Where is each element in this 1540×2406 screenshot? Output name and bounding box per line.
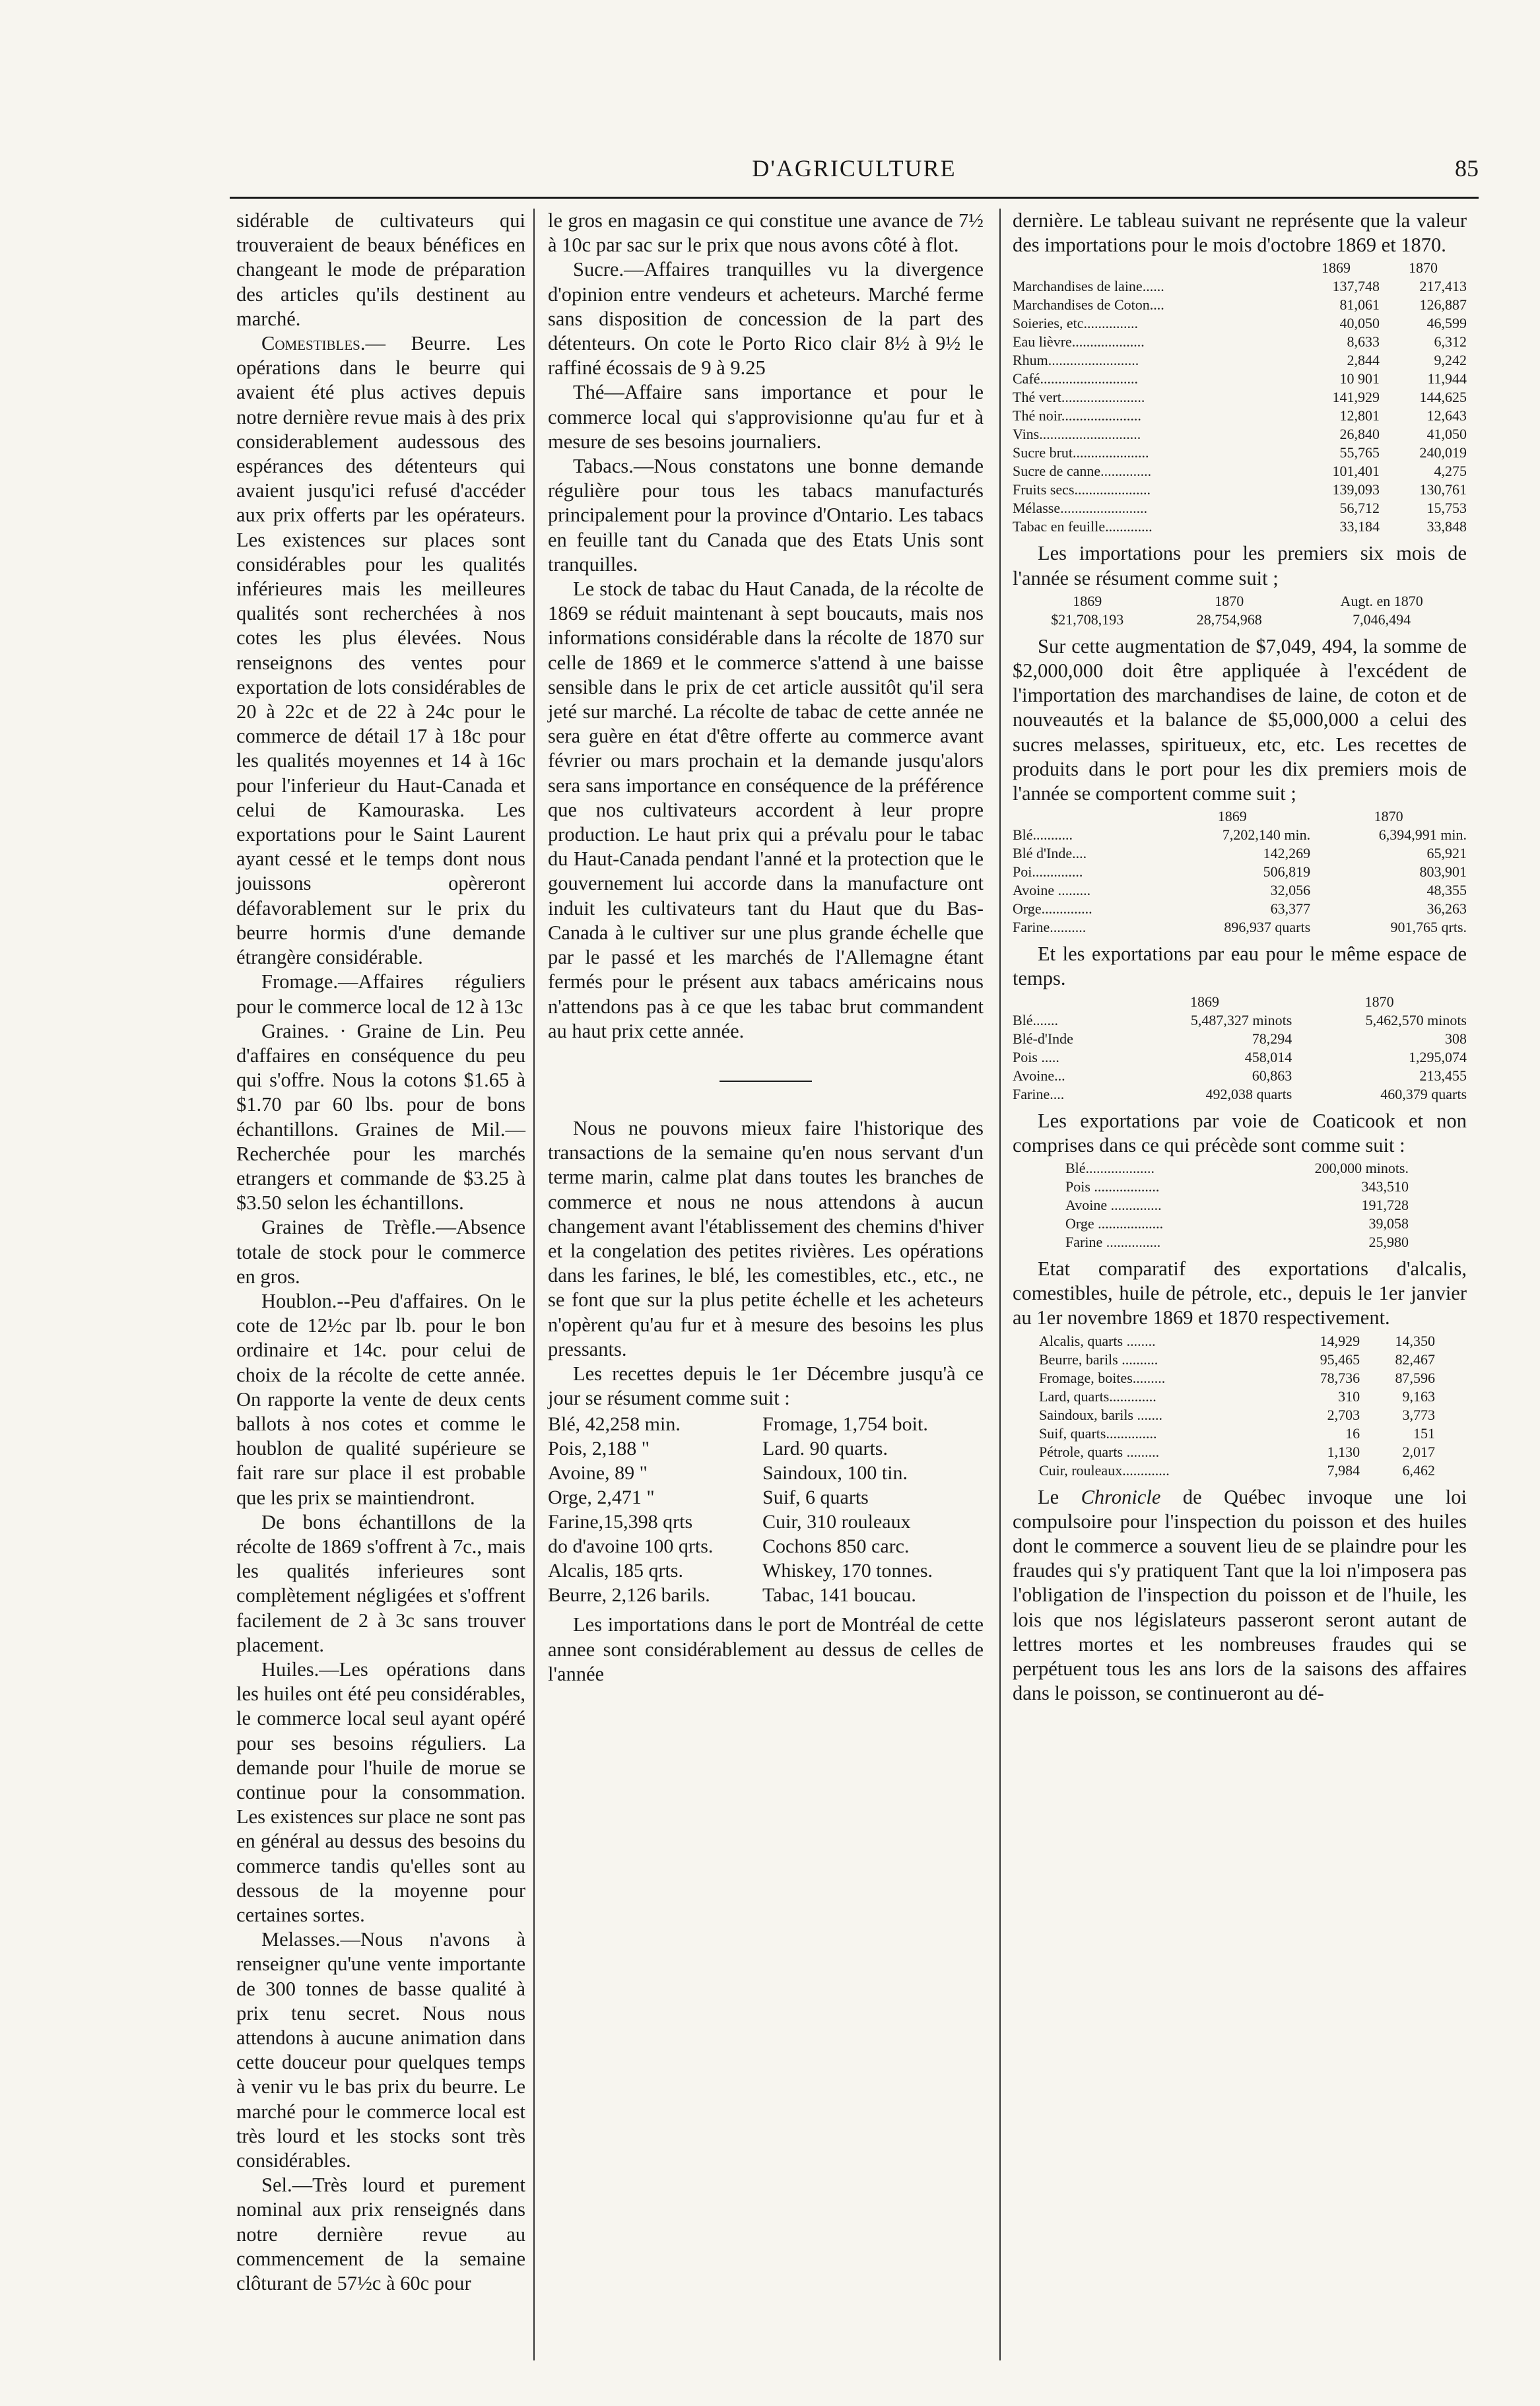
value-1870: 213,455 <box>1419 1067 1467 1084</box>
value-1869: 101,401 <box>1332 463 1380 480</box>
table-row <box>548 1485 984 1510</box>
table-row <box>1039 1443 1435 1461</box>
receipt-left: Pois, 2,188 " <box>548 1438 650 1460</box>
paragraph: Et les exportations par eau pour le même espace de temps. <box>1013 943 1467 990</box>
value-1869: 492,038 quarts <box>1205 1085 1292 1102</box>
section-head: Comestibles. <box>261 332 366 355</box>
value-1870: 15,753 <box>1426 500 1467 517</box>
paragraph: dernière. Le tableau suivant ne représente que la valeur des importations pour le mois d'octobre 1869 et 1870. <box>1013 209 1467 257</box>
value-1870: 11,944 <box>1427 370 1467 387</box>
row-label: Marchandises de laine...... <box>1013 278 1164 295</box>
coaticook-list <box>1065 1159 1409 1252</box>
col-head: 1870 <box>1364 993 1394 1010</box>
value-1869: 8,633 <box>1347 333 1380 351</box>
table-row <box>548 1461 984 1485</box>
value-1869: 33,184 <box>1339 518 1380 535</box>
value-1870: 33,848 <box>1426 518 1467 535</box>
value-1870: 41,050 <box>1426 426 1467 443</box>
value-1869: 40,050 <box>1339 315 1380 332</box>
column-3 <box>1013 209 1467 1706</box>
table-row <box>548 1510 984 1534</box>
value-1870: 144,625 <box>1419 389 1467 406</box>
value-1869: 26,840 <box>1339 426 1380 443</box>
value-1869: 32,056 <box>1270 882 1311 899</box>
paragraph: Houblon.--Peu d'affaires. On le cote de 12½c par lb. pour le bon ordinaire et 14c. pour celui de choix de la récolte de cette année. On rapporte la vente de deux cents ballots à nos cotes et comme le houblon de qualité supérieure se fait rare sur place il est probable que les prix se maintiendront. <box>236 1289 525 1509</box>
table-row <box>1013 518 1467 536</box>
row-label: Blé-d'Inde <box>1013 1030 1073 1047</box>
value-1870: 65,921 <box>1426 845 1467 862</box>
value-1870: 130,761 <box>1419 481 1467 498</box>
table-row <box>1039 1351 1435 1369</box>
value-1869: 2,703 <box>1327 1406 1360 1423</box>
paragraph: Sel.—Très lourd et purement nominal aux prix renseignés dans notre dernière revue au commencement de la semaine clôturant de 57½c à 60c pour <box>236 2174 525 2295</box>
cell: 7,046,494 <box>1353 611 1411 628</box>
row-label: Saindoux, barils ....... <box>1039 1406 1162 1423</box>
receipt-right: Lard. 90 quarts. <box>762 1438 888 1460</box>
row-label: Sucre de canne.............. <box>1013 463 1152 480</box>
value-1869: 2,844 <box>1347 352 1380 369</box>
value-1870: 48,355 <box>1426 882 1467 899</box>
section-divider <box>720 1081 812 1082</box>
paragraph: Les importations dans le port de Montréal de cette annee sont considérablement au dessus de celles de l'année <box>548 1613 984 1685</box>
table-row <box>1013 918 1467 937</box>
value-1869: 14,929 <box>1320 1332 1360 1349</box>
row-label: Pois .................. <box>1065 1178 1160 1195</box>
paragraph: Le stock de tabac du Haut Canada, de la récolte de 1869 se réduit maintenant à sept boucauts, mais nos informations considérable dans la récolte de 1870 sur celle de 1869 et le commerce s'attend à une baisse sensible dans le prix de cet article aussitôt qu'il sera jeté sur marché. La récolte de tabac de cette année ne sera guère en état d'être offerte au commerce avant février ou mars prochain et la demande jusqu'alors sera sans importance en conséquence de la préférence que nos cultivateurs accordent à leur propre production. Le haut prix qui a prévalu pour le tabac du Haut-Canada pendant l'anné et la protection que le gouvernement lui accorde dans la manufacture ont induit les cultivateurs tant du Haut que du Bas-Canada à le cultiver sur une plus grande échelle que par le passé et les marchés de l'Allemagne étant fermés pour le présent aux tabacs américains nous n'attendons pas à ce que les tabac brut commandent au haut prix cette année. <box>548 578 984 1042</box>
value-1870: 9,242 <box>1434 352 1467 369</box>
row-label: Farine.... <box>1013 1085 1065 1102</box>
receipt-left: do d'avoine 100 qrts. <box>548 1535 714 1558</box>
table-row <box>1013 1048 1467 1067</box>
paragraph: Nous ne pouvons mieux faire l'historique des transactions de la semaine qu'en nous servant d'un terme marin, calme plat dans toutes les branches de commerce et nous ne nous attendons à aucun changement avant l'établissement des chemins d'hiver et la congelation des petites rivières. Les opérations dans les farines, le blé, les comestibles, etc., etc., ne se font que sur la plus petite échelle et les acheteurs n'opèrent qu'au fur et à mesure des besoins les plus pressants. <box>548 1116 984 1360</box>
row-label: Thé noir...................... <box>1013 407 1141 424</box>
col-head: 1870 <box>1374 808 1403 825</box>
row-label: Orge .................. <box>1065 1215 1164 1232</box>
six-month-table <box>1013 592 1467 629</box>
table-row <box>1013 1085 1467 1104</box>
value-1870: 901,765 qrts. <box>1390 919 1467 936</box>
row-label: Avoine... <box>1013 1067 1065 1084</box>
table-row <box>1013 425 1467 444</box>
table-row <box>1013 881 1467 900</box>
value-1869: 5,487,327 minots <box>1190 1011 1292 1028</box>
receipt-right: Fromage, 1,754 boit. <box>762 1413 928 1436</box>
value-1870: 2,017 <box>1402 1443 1435 1460</box>
receipts-table <box>548 1412 984 1607</box>
column-1 <box>236 209 525 2296</box>
row-label: Blé....... <box>1013 1011 1059 1028</box>
table-row <box>1039 1387 1435 1406</box>
table-row <box>548 1534 984 1558</box>
row-label: Avoine .............. <box>1065 1197 1162 1214</box>
value-1869: 78,294 <box>1252 1030 1292 1047</box>
cell: $21,708,193 <box>1051 611 1124 628</box>
row-label: Avoine ......... <box>1013 882 1091 899</box>
table-row <box>1013 444 1467 462</box>
value-1869: 95,465 <box>1320 1351 1360 1368</box>
imports-table <box>1013 259 1467 536</box>
column-divider-1 <box>533 209 535 2360</box>
table-row <box>548 1583 984 1607</box>
value-1870: 36,263 <box>1426 900 1467 918</box>
value-1870: 308 <box>1445 1030 1467 1047</box>
table-row <box>1039 1369 1435 1387</box>
table-row <box>1013 844 1467 863</box>
paragraph: Les exportations par voie de Coaticook et non comprises dans ce qui précède sont comme suit : <box>1013 1109 1467 1156</box>
row-label: Poi.............. <box>1013 863 1083 881</box>
page-header <box>230 150 1479 190</box>
col-head: 1869 <box>1073 592 1102 609</box>
value-1869: 458,014 <box>1244 1048 1292 1065</box>
paragraph: Sucre.—Affaires tranquilles vu la divergence d'opinion entre vendeurs et acheteurs. Marché ferme sans disposition de concession de la part des détenteurs. On cote le Porto Rico clair 8½ à 9½ le raffiné écossais de 9 à 9.25 <box>548 258 984 380</box>
paragraph: Sur cette augmentation de $7,049, 494, la somme de $2,000,000 doit être appliquée à l'excédent de l'importation des marchandises de laine, de coton et de nouveautés et la balance de $5,000,000 a celui des sucres melasses, spiritueux, etc, etc. Les recettes de produits dans le port pour les dix premiers mois de l'année se comportent comme suit ; <box>1013 634 1467 805</box>
row-label: Eau lièvre.................... <box>1013 333 1145 351</box>
row-label: Orge.............. <box>1013 900 1092 918</box>
paragraph: Les importations pour les premiers six mois de l'année se résument comme suit ; <box>1013 542 1467 589</box>
table-row <box>1013 1030 1467 1048</box>
receipt-right: Cuir, 310 rouleaux <box>762 1511 911 1533</box>
column-divider-2 <box>999 209 1001 2360</box>
table-row <box>1013 1011 1467 1030</box>
paragraph: Tabacs.—Nous constatons une bonne demande régulière pour tous les tabacs manufacturés principalement pour la province d'Ontario. Les tabacs en feuille tant du Canada que des Etats Unis sont tranquilles. <box>548 455 984 576</box>
table-row <box>1065 1178 1409 1196</box>
row-label: Thé vert....................... <box>1013 389 1145 406</box>
value-1869: 7,984 <box>1327 1461 1360 1479</box>
table-row <box>548 1412 984 1436</box>
value-1869: 142,269 <box>1263 845 1311 862</box>
paragraph: Graines de Trèfle.—Absence totale de stock pour le commerce en gros. <box>236 1216 525 1288</box>
table-row <box>1013 900 1467 918</box>
row-label: Rhum......................... <box>1013 352 1139 369</box>
value: 25,980 <box>1368 1234 1409 1251</box>
value-1870: 9,163 <box>1402 1387 1435 1405</box>
col-head: Augt. en 1870 <box>1340 592 1423 609</box>
value-1870: 82,467 <box>1395 1351 1435 1368</box>
value-1870: 151 <box>1413 1424 1435 1442</box>
table-row <box>1065 1215 1409 1233</box>
receipt-left: Farine,15,398 qrts <box>548 1511 693 1533</box>
row-label: Sucre brut..................... <box>1013 444 1149 461</box>
value-1870: 240,019 <box>1419 444 1467 461</box>
table-row <box>1039 1406 1435 1424</box>
table-row <box>1013 296 1467 314</box>
paragraph: Huiles.—Les opérations dans les huiles ont été peu considérables, le commerce local seul ayant opéré pour ses besoins réguliers. La demande pour l'huile de morue se continue pour la consommation. Les existences sur place ne sont pas en général au dessus des besoins du commerce tandis qu'elles sont au dessous de la moyenne pour certaines sortes. <box>236 1657 525 1927</box>
table-row <box>1065 1233 1409 1252</box>
value-1870: 87,596 <box>1395 1369 1435 1386</box>
table-row <box>1013 499 1467 518</box>
value-1870: 803,901 <box>1419 863 1467 881</box>
row-label: Fromage, boites......... <box>1039 1369 1166 1386</box>
row-label: Mélasse........................ <box>1013 500 1148 517</box>
value-1869: 81,061 <box>1339 296 1380 314</box>
receipt-right: Cochons 850 carc. <box>762 1535 910 1558</box>
value-1869: 139,093 <box>1332 481 1380 498</box>
column-2 <box>548 209 984 1687</box>
row-label: Soieries, etc............... <box>1013 315 1139 332</box>
row-label: Alcalis, quarts ........ <box>1039 1332 1156 1349</box>
cell: 28,754,968 <box>1196 611 1262 628</box>
paragraph: Etat comparatif des exportations d'alcalis, comestibles, huile de pétrole, etc., depuis le 1er janvier au 1er novembre 1869 et 1870 respectivement. <box>1013 1257 1467 1329</box>
table-row <box>1013 1067 1467 1085</box>
header-rule <box>230 197 1479 199</box>
value-1869: 137,748 <box>1332 278 1380 295</box>
row-label: Cuir, rouleaux............. <box>1039 1461 1170 1479</box>
value-1869: 63,377 <box>1270 900 1311 918</box>
value-1870: 6,394,991 min. <box>1378 826 1467 844</box>
row-label: Suif, quarts.............. <box>1039 1424 1157 1442</box>
publication-name: Chronicle <box>1081 1485 1161 1508</box>
paragraph: le gros en magasin ce qui constitue une avance de 7½ à 10c par sac sur le prix que nous avons côté à flot. <box>548 209 984 257</box>
row-label: Café........................... <box>1013 370 1139 387</box>
row-label: Lard, quarts............. <box>1039 1387 1156 1405</box>
value-1870: 460,379 quarts <box>1380 1085 1467 1102</box>
paragraph: Graines. · Graine de Lin. Peu d'affaires en conséquence du peu qui s'offre. Nous la cotons $1.65 à $1.70 par 60 lbs. pour de bons échantillons. Graines de Mil.— Recherchée pour les marchés etrangers et commande de $3.25 à $3.50 selon les échantillons. <box>236 1019 525 1215</box>
value: 200,000 minots. <box>1314 1160 1409 1177</box>
table-row <box>1013 277 1467 296</box>
table-row <box>1013 333 1467 351</box>
comparison-list <box>1039 1332 1435 1480</box>
value-1869: 16 <box>1345 1424 1360 1442</box>
paragraph <box>1013 1485 1467 1706</box>
value-1869: 60,863 <box>1252 1067 1292 1084</box>
row-label: Farine ............... <box>1065 1234 1161 1251</box>
value-1869: 141,929 <box>1332 389 1380 406</box>
row-label: Beurre, barils .......... <box>1039 1351 1158 1368</box>
value-1869: 55,765 <box>1339 444 1380 461</box>
value-1870: 6,462 <box>1402 1461 1435 1479</box>
table-row <box>1039 1461 1435 1480</box>
value-1869: 310 <box>1338 1387 1360 1405</box>
value-1869: 78,736 <box>1320 1369 1360 1386</box>
paragraph: Fromage.—Affaires réguliers pour le commerce local de 12 à 13c <box>236 970 525 1018</box>
table-row <box>1013 462 1467 481</box>
row-label: Pétrole, quarts ......... <box>1039 1443 1160 1460</box>
table-row <box>548 1558 984 1583</box>
table-row <box>1065 1196 1409 1215</box>
paragraph: sidérable de cultivateurs qui trouveraient de beaux bénéfices en changeant le mode de préparation des articles qu'ils destinent au marché. <box>236 209 525 330</box>
receipt-right: Suif, 6 quarts <box>762 1487 869 1509</box>
page-number: 85 <box>1455 155 1479 182</box>
comparison-table <box>1039 1332 1435 1480</box>
receipt-right: Whiskey, 170 tonnes. <box>762 1560 933 1582</box>
table-row <box>1013 407 1467 425</box>
row-label: Pois ..... <box>1013 1048 1059 1065</box>
receipt-right: Saindoux, 100 tin. <box>762 1462 908 1485</box>
col-head: 1869 <box>1189 993 1219 1010</box>
paragraph <box>236 331 525 970</box>
paragraph-text: — Beurre. Les opérations dans le beurre qui avaient été plus actives depuis notre dernière revue mais à des prix considerablement audessous des espérances des détenteurs qui avaient jusqu'ici refusé d'accéder aux prix offerts par les opérateurs. Les existences sur places sont considérables pour les qualités inférieures mais les meilleures qualités sont recherchées à nos cotes les plus élevées. Nous renseignons des ventes pour exportation de lots considérables de 20 à 22c et de 22 à 24c pour le commerce de détail 17 à 18c pour les qualités moyennes et 14 à 16c pour l'inferieur du Haut-Canada et celui de Kamouraska. Les exportations pour le Saint Laurent ayant cessé et le temps dont nous jouissons opèreront défavorablement sur le prix du beurre hormis d'une demande étrangère considérable. <box>236 332 525 969</box>
table-row <box>1065 1159 1409 1178</box>
paragraph: De bons échantillons de la récolte de 1869 s'offrent à 7c., mais les qualités inferieures sont complètement négligées et s'offrent facilement de 2 à 3c sans trouver placement. <box>236 1510 525 1656</box>
col-head: 1870 <box>1215 592 1244 609</box>
paragraph-text: Le <box>1038 1485 1081 1508</box>
receipt-left: Blé, 42,258 min. <box>548 1413 681 1436</box>
col-head: 1869 <box>1217 808 1247 825</box>
receipt-right: Tabac, 141 boucau. <box>762 1584 916 1607</box>
value-1870: 3,773 <box>1402 1406 1435 1423</box>
table-row <box>1013 314 1467 333</box>
receipt-left: Alcalis, 185 qrts. <box>548 1560 683 1582</box>
value-1870: 5,462,570 minots <box>1365 1011 1467 1028</box>
table-row <box>1013 388 1467 407</box>
coaticook-table <box>1065 1159 1409 1252</box>
value-1870: 14,350 <box>1395 1332 1435 1349</box>
table-row <box>1039 1332 1435 1351</box>
produce-table <box>1013 807 1467 937</box>
table-row <box>1013 863 1467 881</box>
table-row <box>548 1436 984 1461</box>
table-row <box>1013 481 1467 499</box>
table-row <box>1039 1424 1435 1443</box>
receipt-left: Avoine, 89 " <box>548 1462 648 1485</box>
value-1870: 126,887 <box>1419 296 1467 314</box>
value: 191,728 <box>1361 1197 1409 1214</box>
value-1870: 4,275 <box>1434 463 1467 480</box>
paragraph: Les recettes depuis le 1er Décembre jusqu'à ce jour se résument comme suit : <box>548 1362 984 1410</box>
col-head: 1870 <box>1409 259 1438 277</box>
row-label: Marchandises de Coton.... <box>1013 296 1164 314</box>
table-row <box>1013 826 1467 844</box>
value-1870: 12,643 <box>1426 407 1467 424</box>
row-label: Blé........... <box>1013 826 1073 844</box>
value-1869: 12,801 <box>1339 407 1380 424</box>
paragraph-text: de Québec invoque une loi compulsoire pour l'inspection du poisson et des huiles dont le commerce a souvent lieu de se plaindre pour les fraudes qui s'y pratiquent Tant que la loi n'imposera pas l'obligation de l'inspection du poisson et de l'huile, les lois que nos législateurs passeront seront autant de lettres mortes et les nombreuses fraudes qui se perpétuent tous les ans lors de la saisons des affaires dans le poisson, se continueront au dé- <box>1013 1485 1467 1705</box>
receipt-left: Beurre, 2,126 barils. <box>548 1584 710 1607</box>
col-head: 1869 <box>1322 259 1351 277</box>
value-1869: 1,130 <box>1327 1443 1360 1460</box>
value: 343,510 <box>1361 1178 1409 1195</box>
value-1869: 56,712 <box>1339 500 1380 517</box>
receipt-left: Orge, 2,471 " <box>548 1487 655 1509</box>
value-1870: 1,295,074 <box>1409 1048 1467 1065</box>
row-label: Blé d'Inde.... <box>1013 845 1087 862</box>
value-1870: 46,599 <box>1426 315 1467 332</box>
row-label: Tabac en feuille............. <box>1013 518 1153 535</box>
table-row <box>1013 370 1467 388</box>
row-label: Farine.......... <box>1013 919 1087 936</box>
value-1870: 6,312 <box>1434 333 1467 351</box>
exports-table <box>1013 993 1467 1104</box>
paragraph: Thé—Affaire sans importance et pour le commerce local qui s'approvisionne qu'au fur et à mesure de ses besoins journaliers. <box>548 381 984 453</box>
value-1869: 10 901 <box>1339 370 1380 387</box>
value: 39,058 <box>1368 1215 1409 1232</box>
row-label: Vins............................ <box>1013 426 1141 443</box>
table-row <box>1013 351 1467 370</box>
row-label: Blé................... <box>1065 1160 1155 1177</box>
value-1869: 506,819 <box>1263 863 1311 881</box>
running-title: D'AGRICULTURE <box>752 155 956 182</box>
value-1870: 217,413 <box>1419 278 1467 295</box>
row-label: Fruits secs..................... <box>1013 481 1151 498</box>
value-1869: 896,937 quarts <box>1224 919 1311 936</box>
paragraph: Melasses.—Nous n'avons à renseigner qu'une vente importante de 300 tonnes de basse qualité à prix tenu secret. Nous nous attendons à aucune animation dans cette douceur pour quelques temps à venir vu le bas prix du beurre. Le marché pour le commerce local est très lourd et les stocks sont très considérables. <box>236 1928 525 2172</box>
value-1869: 7,202,140 min. <box>1222 826 1311 844</box>
